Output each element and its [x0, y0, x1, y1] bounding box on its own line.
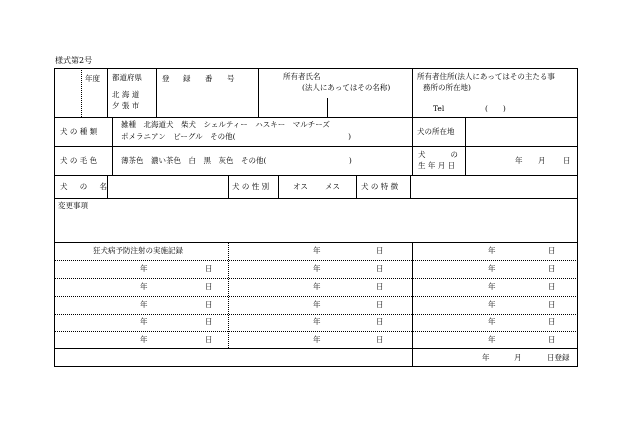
sex-label: 犬 の 性 別 — [232, 182, 270, 191]
rabies-year: 年 — [313, 335, 321, 344]
registration-number-char: 番 — [205, 74, 213, 83]
breed-label: 犬 の 種 類 — [60, 127, 98, 136]
rabies-day: 日 — [548, 335, 556, 344]
rabies-day: 日 — [205, 282, 213, 291]
rabies-year: 年 — [140, 264, 148, 273]
rabies-record-label: 狂犬病予防注射の実施記録 — [93, 246, 183, 255]
tel-paren: ( ) — [485, 104, 506, 113]
rabies-day: 日 — [376, 264, 384, 273]
rabies-day: 日 — [376, 246, 384, 255]
rabies-day: 日 — [205, 264, 213, 273]
owner-address-label-2: 務所の所在地) — [423, 83, 471, 92]
registration-day: 日登録 — [547, 353, 570, 362]
rabies-day: 日 — [376, 282, 384, 291]
rabies-day: 日 — [548, 300, 556, 309]
rabies-year: 年 — [488, 246, 496, 255]
rabies-year: 年 — [488, 335, 496, 344]
rabies-year: 年 — [140, 335, 148, 344]
features-label: 犬 の 特 徴 — [361, 182, 399, 191]
rabies-day: 日 — [205, 300, 213, 309]
birth-day: 日 — [563, 156, 571, 165]
registration-month: 月 — [514, 353, 522, 362]
owner-address-label: 所有者住所(法人にあってはその主たる事 — [417, 72, 555, 81]
rabies-day: 日 — [548, 246, 556, 255]
registration-number-char: 号 — [227, 74, 235, 83]
birth-label-2: 生 年 月 日 — [418, 161, 456, 170]
rabies-year: 年 — [488, 317, 496, 326]
location-label: 犬の所在地 — [417, 127, 455, 136]
registration-number-char: 登 — [162, 74, 170, 83]
rabies-year: 年 — [140, 282, 148, 291]
rabies-day: 日 — [376, 300, 384, 309]
form-number: 様式第2号 — [55, 56, 93, 65]
city-name: 夕 張 市 — [112, 101, 140, 110]
rabies-year: 年 — [140, 300, 148, 309]
rabies-day: 日 — [548, 264, 556, 273]
year-label: 年度 — [85, 74, 100, 83]
birth-month: 月 — [538, 156, 546, 165]
birth-year: 年 — [515, 156, 523, 165]
dog-name-label: 犬 の 名 — [60, 182, 108, 191]
rabies-year: 年 — [488, 282, 496, 291]
breed-options-line1: 雑種 北海道犬 柴犬 シェルティー ハスキー マルチーズ — [121, 120, 330, 129]
owner-name-note: (法人にあってはその名称) — [302, 83, 391, 92]
rabies-day: 日 — [205, 317, 213, 326]
sex-male: オス — [293, 182, 308, 191]
color-options: 薄茶色 濃い茶色 白 黒 灰色 その他( ) — [121, 156, 352, 165]
rabies-day: 日 — [376, 317, 384, 326]
prefecture-label: 都道府県 — [112, 73, 142, 82]
rabies-year: 年 — [313, 264, 321, 273]
rabies-year: 年 — [313, 282, 321, 291]
rabies-day: 日 — [376, 335, 384, 344]
registration-year: 年 — [482, 353, 490, 362]
prefecture-name: 北 海 道 — [112, 90, 140, 99]
rabies-year: 年 — [140, 317, 148, 326]
rabies-day: 日 — [205, 335, 213, 344]
rabies-day: 日 — [548, 282, 556, 291]
tel-label: Tel — [433, 104, 445, 113]
changes-label: 変更事項 — [58, 201, 88, 210]
rabies-year: 年 — [313, 300, 321, 309]
color-label: 犬 の 毛 色 — [60, 156, 98, 165]
rabies-year: 年 — [313, 246, 321, 255]
rabies-year: 年 — [488, 264, 496, 273]
rabies-year: 年 — [488, 300, 496, 309]
sex-female: メス — [325, 182, 340, 191]
birth-label-1: 犬 の — [418, 150, 458, 159]
breed-options-line2: ポメラニアン ビーグル その他( ) — [121, 132, 352, 141]
rabies-year: 年 — [313, 317, 321, 326]
rabies-day: 日 — [548, 317, 556, 326]
owner-name-label: 所有者氏名 — [283, 72, 321, 81]
registration-number-char: 録 — [183, 74, 191, 83]
